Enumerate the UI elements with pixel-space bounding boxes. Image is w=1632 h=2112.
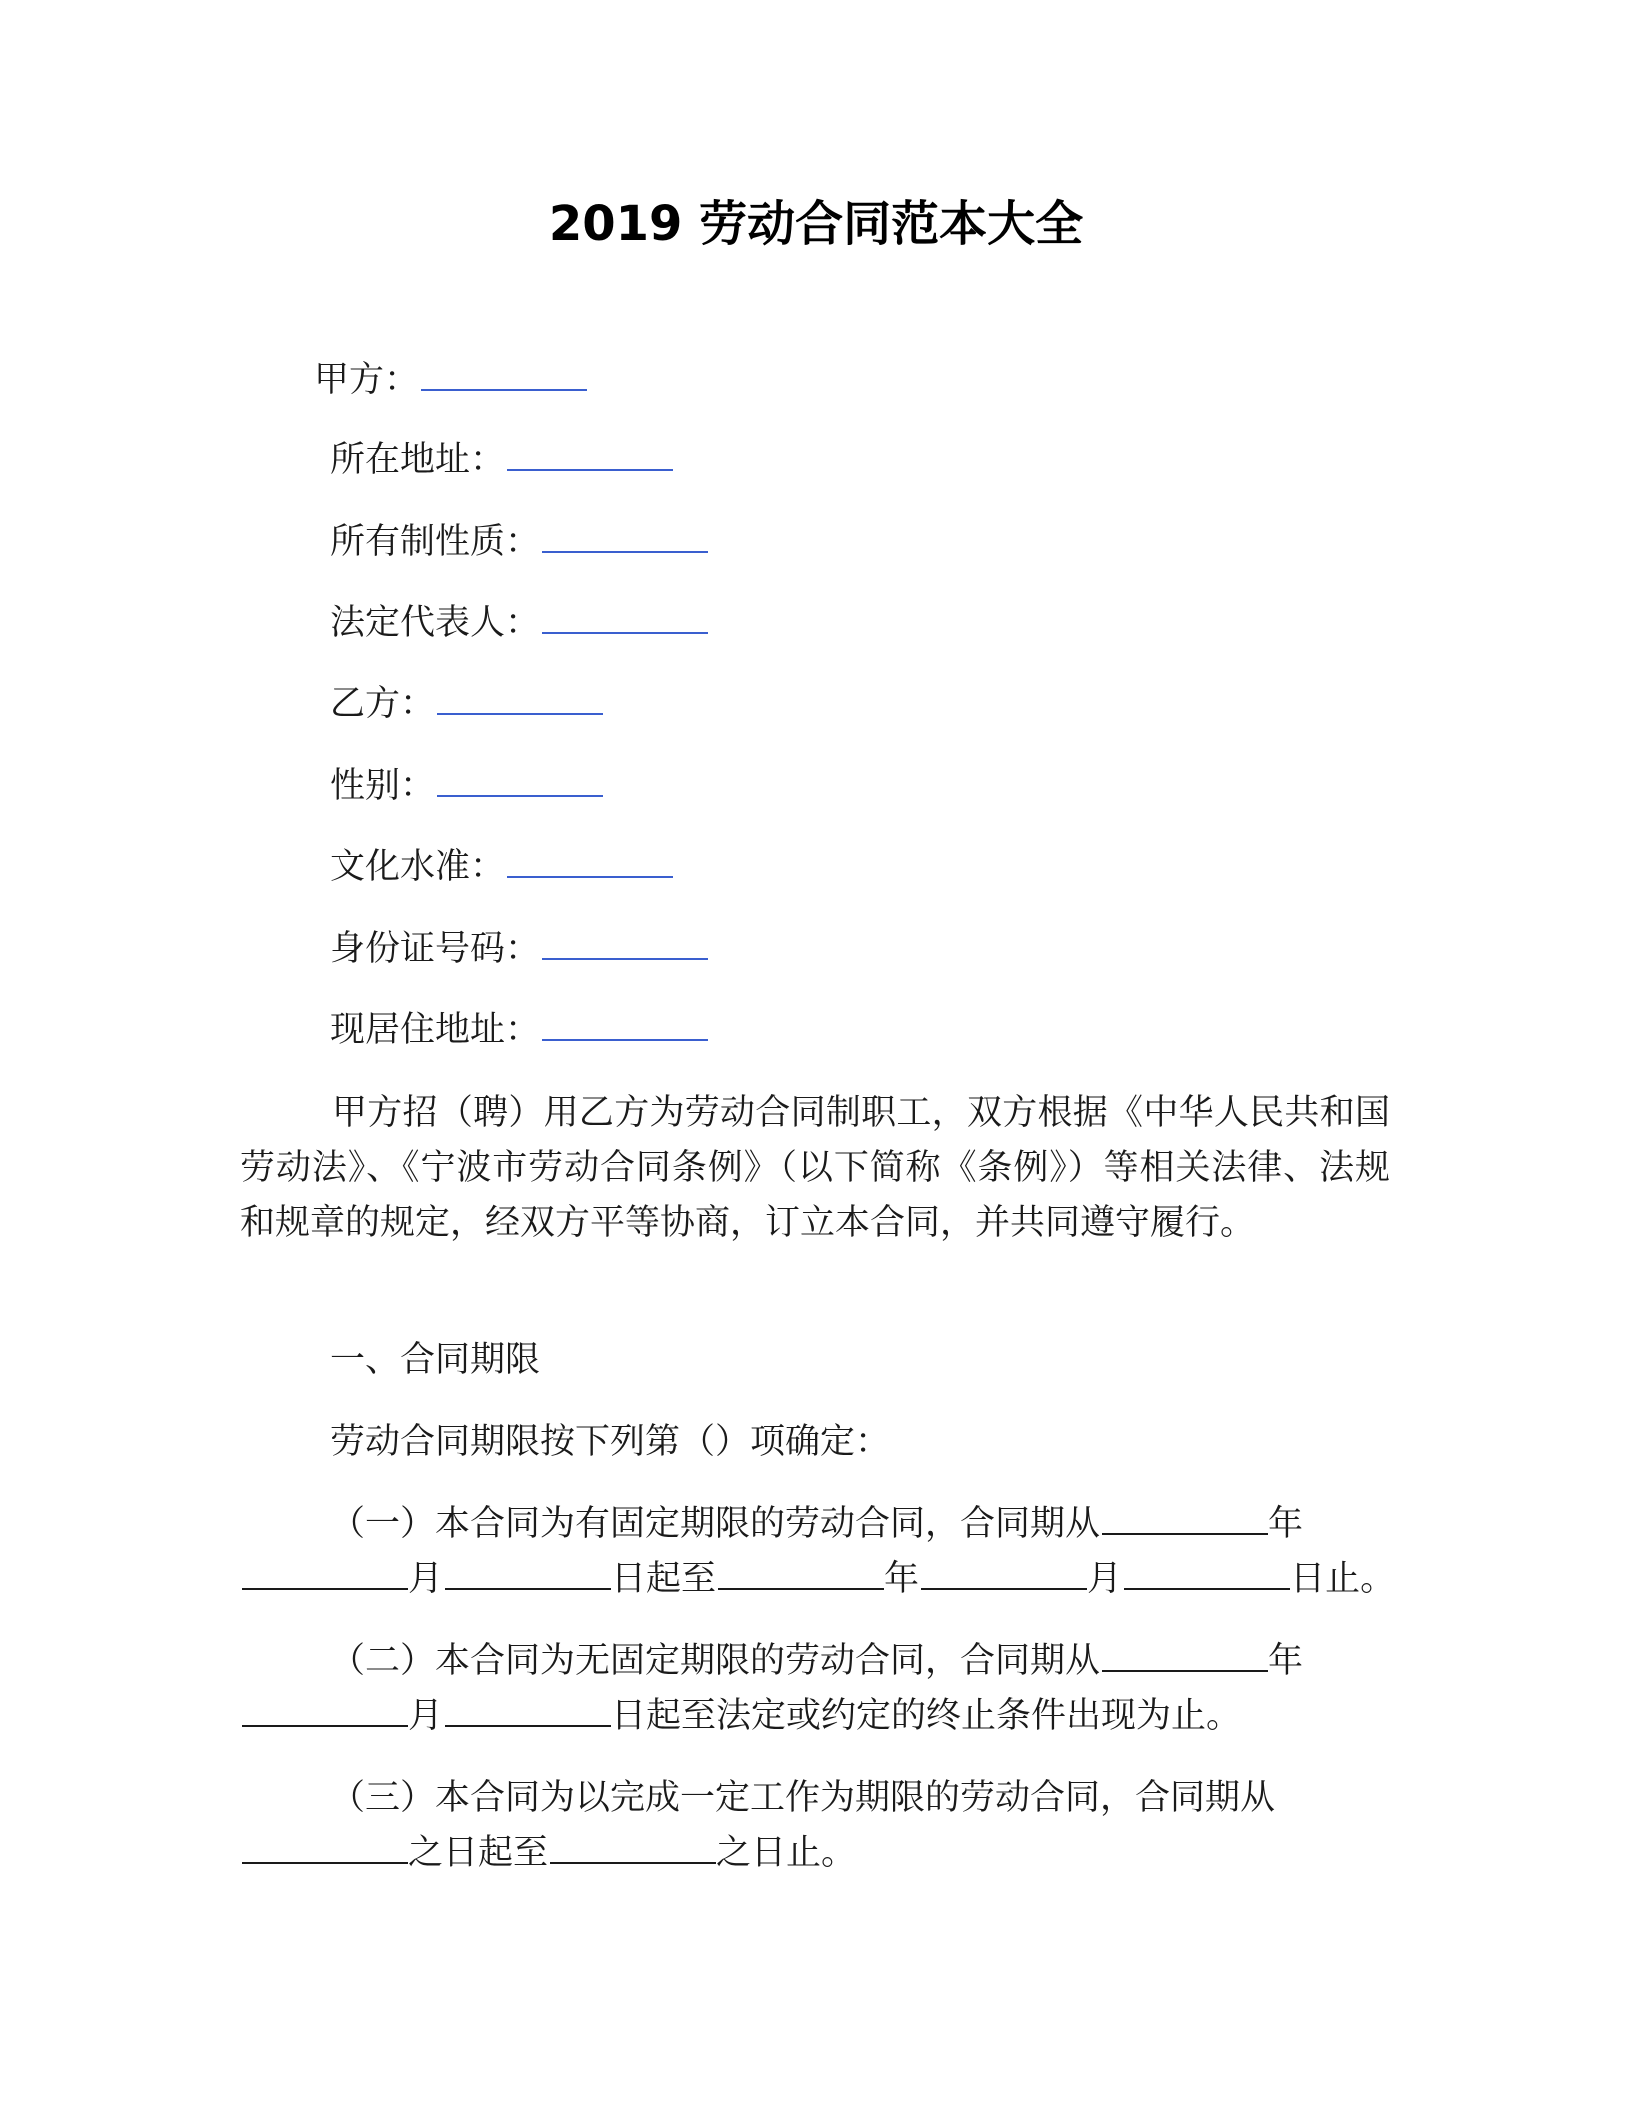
blank-line	[550, 1832, 716, 1864]
field-address	[330, 436, 673, 484]
clause-2-line-2	[240, 1692, 1241, 1740]
blank-line	[542, 928, 708, 960]
field-label: 现居住地址：	[330, 1010, 541, 1050]
day-from-label: 日起至	[611, 1559, 717, 1599]
mid-label: 之日起至	[408, 1833, 549, 1873]
field-label: 文化水准：	[330, 847, 506, 887]
blank-line	[542, 1009, 708, 1041]
clause-2-line-1	[330, 1637, 1303, 1685]
field-legal-rep	[330, 599, 708, 647]
blank-line	[921, 1558, 1087, 1590]
blank-line	[542, 521, 708, 553]
end-label: 日止。	[1290, 1559, 1396, 1599]
year-label: 年	[884, 1559, 920, 1599]
clause-3-line-1	[330, 1774, 1275, 1822]
field-gender	[330, 762, 603, 810]
field-current-address	[330, 1006, 708, 1054]
section-lead: 劳动合同期限按下列第（）项确定：	[330, 1422, 891, 1462]
clause-1-line-2	[240, 1555, 1395, 1603]
month-label: 月	[1087, 1559, 1123, 1599]
field-party-a	[314, 356, 587, 404]
field-label: 身份证号码：	[330, 929, 541, 969]
month-label: 月	[408, 1696, 444, 1736]
year-label: 年	[1268, 1641, 1304, 1681]
blank-line	[242, 1832, 408, 1864]
clause-3-line-2	[240, 1829, 856, 1877]
blank-line	[437, 683, 603, 715]
field-label: 乙方：	[330, 684, 436, 724]
blank-line	[718, 1558, 884, 1590]
clause-1-prefix: （一）本合同为有固定期限的劳动合同，合同期从	[330, 1504, 1101, 1544]
blank-line	[242, 1695, 408, 1727]
intro-paragraph: 甲方招（聘）用乙方为劳动合同制职工，双方根据《中华人民共和国劳动法》、《宁波市劳动合同条例》（以下简称《条例》）等相关法律、法规和规章的规定，经双方平等协商，订立本合同，并共同遵守履行。	[240, 1093, 1390, 1243]
clause-2-prefix: （二）本合同为无固定期限的劳动合同，合同期从	[330, 1641, 1101, 1681]
field-education	[330, 843, 673, 891]
blank-line	[242, 1558, 408, 1590]
field-label: 甲方：	[314, 360, 420, 400]
document-title: 2019 劳动合同范本大全	[548, 196, 1084, 252]
end-label: 日起至法定或约定的终止条件出现为止。	[611, 1696, 1242, 1736]
blank-line	[507, 846, 673, 878]
field-id-number	[330, 925, 708, 973]
blank-line	[445, 1695, 611, 1727]
month-label: 月	[408, 1559, 444, 1599]
blank-line	[507, 439, 673, 471]
section-heading: 一、合同期限	[330, 1340, 541, 1380]
blank-line	[1124, 1558, 1290, 1590]
field-party-b	[330, 680, 603, 728]
clause-1-line-1	[330, 1500, 1303, 1548]
field-ownership	[330, 518, 708, 566]
end-label: 之日止。	[716, 1833, 857, 1873]
blank-line	[437, 765, 603, 797]
blank-line	[542, 602, 708, 634]
field-label: 所有制性质：	[330, 522, 541, 562]
blank-line	[445, 1558, 611, 1590]
year-label: 年	[1268, 1504, 1304, 1544]
field-label: 法定代表人：	[330, 603, 541, 643]
blank-line	[1102, 1503, 1268, 1535]
field-label: 所在地址：	[330, 440, 506, 480]
field-label: 性别：	[330, 766, 436, 806]
blank-line	[421, 359, 587, 391]
blank-line	[1102, 1640, 1268, 1672]
clause-3-prefix: （三）本合同为以完成一定工作为期限的劳动合同，合同期从	[330, 1778, 1276, 1818]
